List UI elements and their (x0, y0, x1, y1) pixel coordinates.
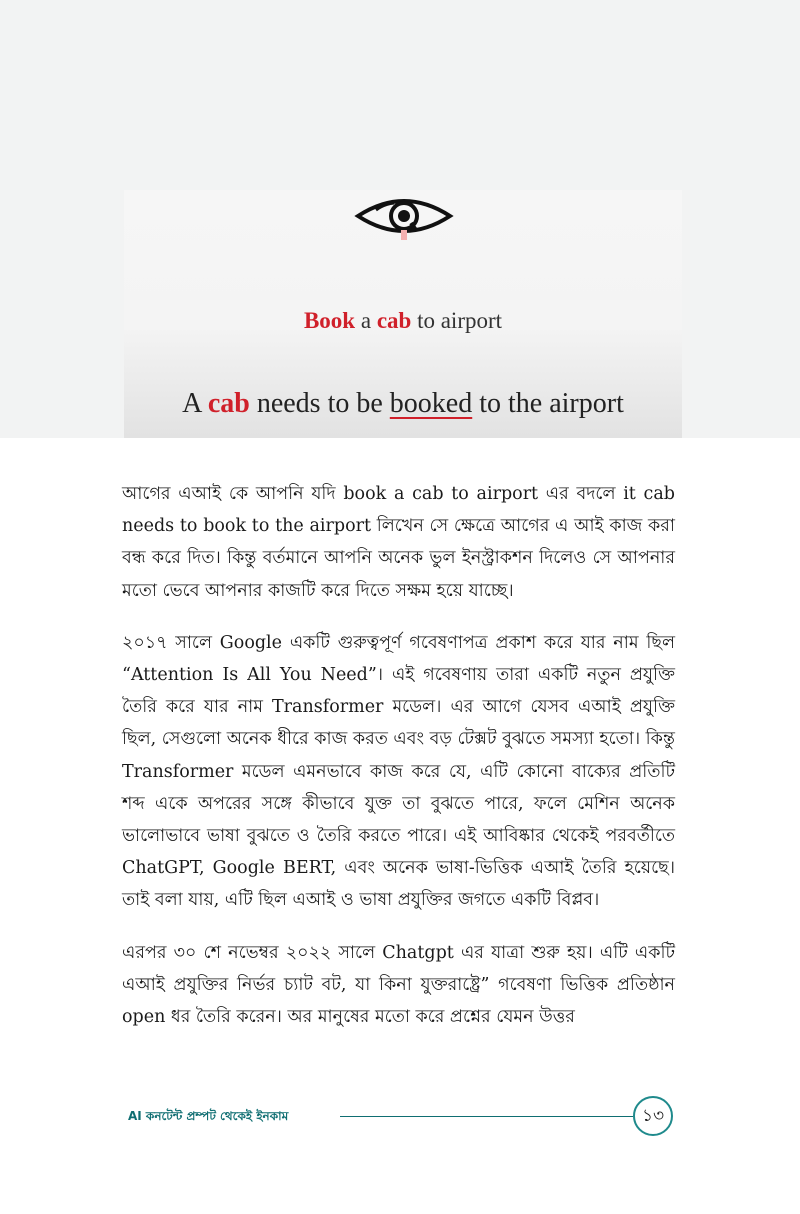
body-text (122, 478, 675, 1053)
word-book: Book (303, 308, 356, 333)
figure-sentence-2: A cab needs to be booked to the airport (182, 388, 624, 419)
figure-image (124, 190, 682, 438)
paragraph-3: এরপর ৩০ শে নভেম্বর ২০২২ সালে Chatgpt এর যাত্রা শুরু হয়। এটি একটি এআই প্রযুক্তির নির্ভর চ্যাট বট, যা কিনা যুক্তরাষ্ট্রে” গবেষণা ভিত্তিক প্রতিষ্ঠান open ধর তৈরি করেন। অর মানুষের মতো করে প্রশ্নের যেমন উত্তর (122, 942, 675, 1028)
word-cab: cab (376, 308, 412, 333)
eye-icon (354, 194, 454, 240)
page-footer (128, 1094, 673, 1138)
paragraph-1: আগের এআই কে আপনি যদি book a cab to airport এর বদলে it cab needs to book to the airport লিখেন সে ক্ষেত্রে আগের এ আই কাজ করা বন্ধ করে দিত। কিন্তু বর্তমানে আপনি অনেক ভুল ইনস্ট্রাকশন দিলেও সে আপনার মতো ভেবে আপনার কাজটি করে দিতে সক্ষম হয়ে যাচ্ছে। (122, 484, 675, 601)
footer-divider (340, 1116, 633, 1117)
word-booked: booked (389, 388, 473, 419)
figure-sentence-1: Book a cab to airport (303, 308, 503, 333)
paragraph-2: ২০১৭ সালে Google একটি গুরুত্বপূর্ণ গবেষণাপত্র প্রকাশ করে যার নাম ছিল “Attention Is All You Need”। এই গবেষণায় তারা একটি নতুন প্রযুক্তি তৈরি করে যার নাম Transformer মডেল। এর আগে যেসব এআই প্রযুক্তি ছিল, সেগুলো অনেক ধীরে কাজ করত এবং বড় টেক্সট বুঝতে সমস্যা হতো। কিন্তু Transformer মডেল এমনভাবে কাজ করে যে, এটি কোনো বাক্যের প্রতিটি শব্দ একে অপরের সঙ্গে কীভাবে যুক্ত তা বুঝতে পারে, ফলে মেশিন অনেক ভালোভাবে ভাষা বুঝতে ও তৈরি করতে পারে। এই আবিষ্কার থেকেই পরবর্তীতে ChatGPT, Google BERT, এবং অনেক ভাষা-ভিত্তিক এআই তৈরি হয়েছে। তাই বলা যায়, এটি ছিল এআই ও ভাষা প্রযুক্তির জগতে একটি বিপ্লব। (122, 632, 675, 911)
footer-book-title: AI কনটেন্ট প্রম্পট থেকেই ইনকাম (128, 1109, 289, 1123)
page-number: ১৩ (633, 1096, 673, 1136)
word-cab-2: cab (207, 388, 250, 419)
